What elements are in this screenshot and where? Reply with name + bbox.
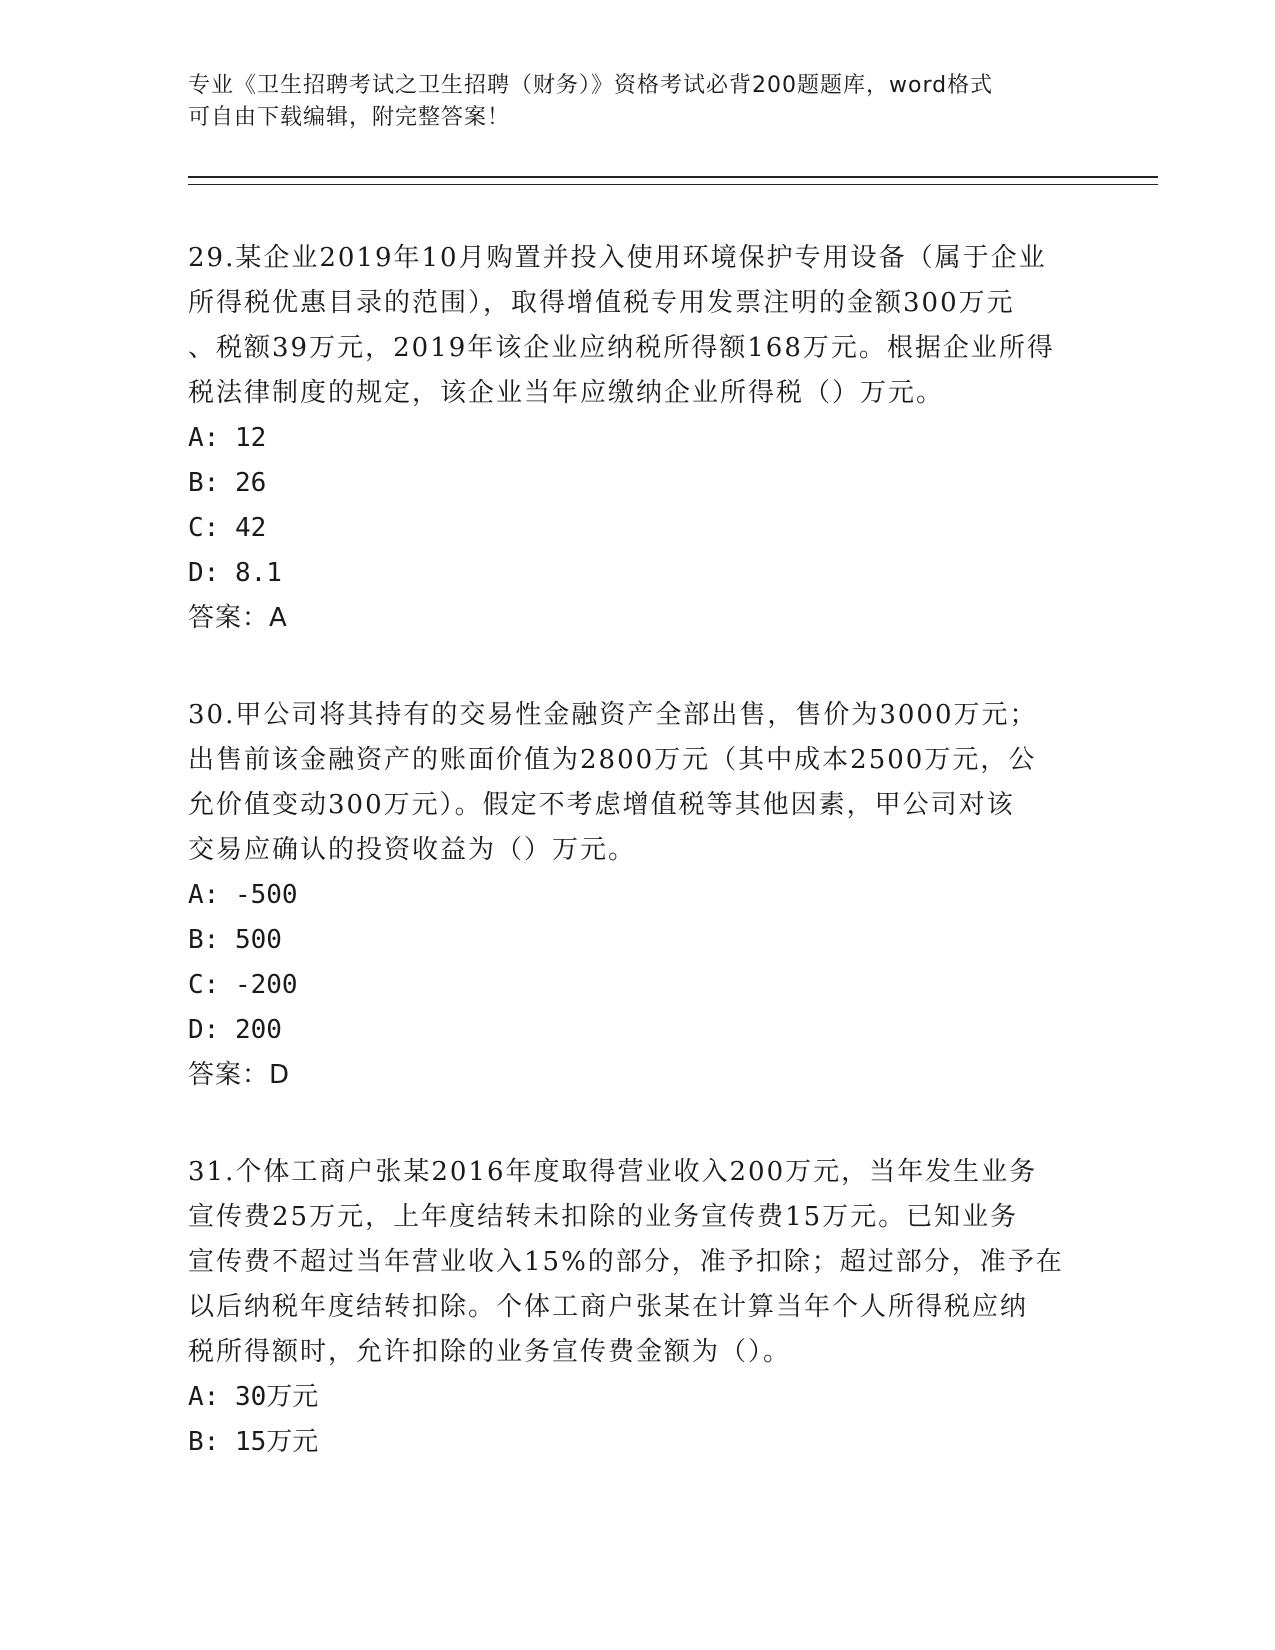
answer-label: 答案：A	[188, 603, 288, 633]
question-list	[188, 236, 1088, 1517]
option-a: A: 12	[188, 423, 267, 453]
page-header	[188, 70, 1088, 134]
option-b: B: 26	[188, 468, 267, 498]
question-29	[188, 236, 1088, 641]
question-stem-line: 税法律制度的规定，该企业当年应缴纳企业所得税（）万元。	[188, 378, 945, 408]
question-stem-line: 29.某企业2019年10月购置并投入使用环境保护专用设备（属于企业	[188, 243, 1047, 273]
question-30	[188, 693, 1088, 1098]
option-d: D: 8.1	[188, 558, 282, 588]
question-31	[188, 1150, 1088, 1465]
question-stem-line: 30.甲公司将其持有的交易性金融资产全部出售，售价为3000万元；	[188, 700, 1038, 730]
question-stem-line: 所得税优惠目录的范围），取得增值税专用发票注明的金额300万元	[188, 288, 1015, 318]
question-stem-line: 、税额39万元，2019年该企业应纳税所得额168万元。根据企业所得	[188, 333, 1055, 363]
question-stem-line: 宣传费25万元，上年度结转未扣除的业务宣传费15万元。已知业务	[188, 1202, 1019, 1232]
question-stem-line: 宣传费不超过当年营业收入15%的部分，准予扣除；超过部分，准予在	[188, 1247, 1064, 1277]
option-d: D: 200	[188, 1015, 282, 1045]
option-b: B: 500	[188, 925, 282, 955]
option-a: A: 30万元	[188, 1382, 319, 1412]
header-line-1: 专业《卫生招聘考试之卫生招聘（财务）》资格考试必背200题题库，word格式	[188, 73, 994, 98]
question-stem-line: 交易应确认的投资收益为（）万元。	[188, 835, 637, 865]
answer-label: 答案：D	[188, 1060, 291, 1090]
option-c: C: 42	[188, 513, 267, 543]
option-c: C: -200	[188, 970, 298, 1000]
question-stem-line: 以后纳税年度结转扣除。个体工商户张某在计算当年个人所得税应纳	[188, 1292, 1029, 1322]
question-stem-line: 出售前该金融资产的账面价值为2800万元（其中成本2500万元，公	[188, 745, 1037, 775]
question-stem-line: 税所得额时，允许扣除的业务宣传费金额为（）。	[188, 1337, 792, 1367]
question-stem-line: 31.个体工商户张某2016年度取得营业收入200万元，当年发生业务	[188, 1157, 1038, 1187]
header-line-2: 可自由下载编辑，附完整答案！	[188, 105, 511, 130]
option-b: B: 15万元	[188, 1427, 319, 1457]
header-divider	[188, 176, 1158, 185]
option-a: A: -500	[188, 880, 298, 910]
question-stem-line: 允价值变动300万元）。假定不考虑增值税等其他因素，甲公司对该	[188, 790, 1015, 820]
